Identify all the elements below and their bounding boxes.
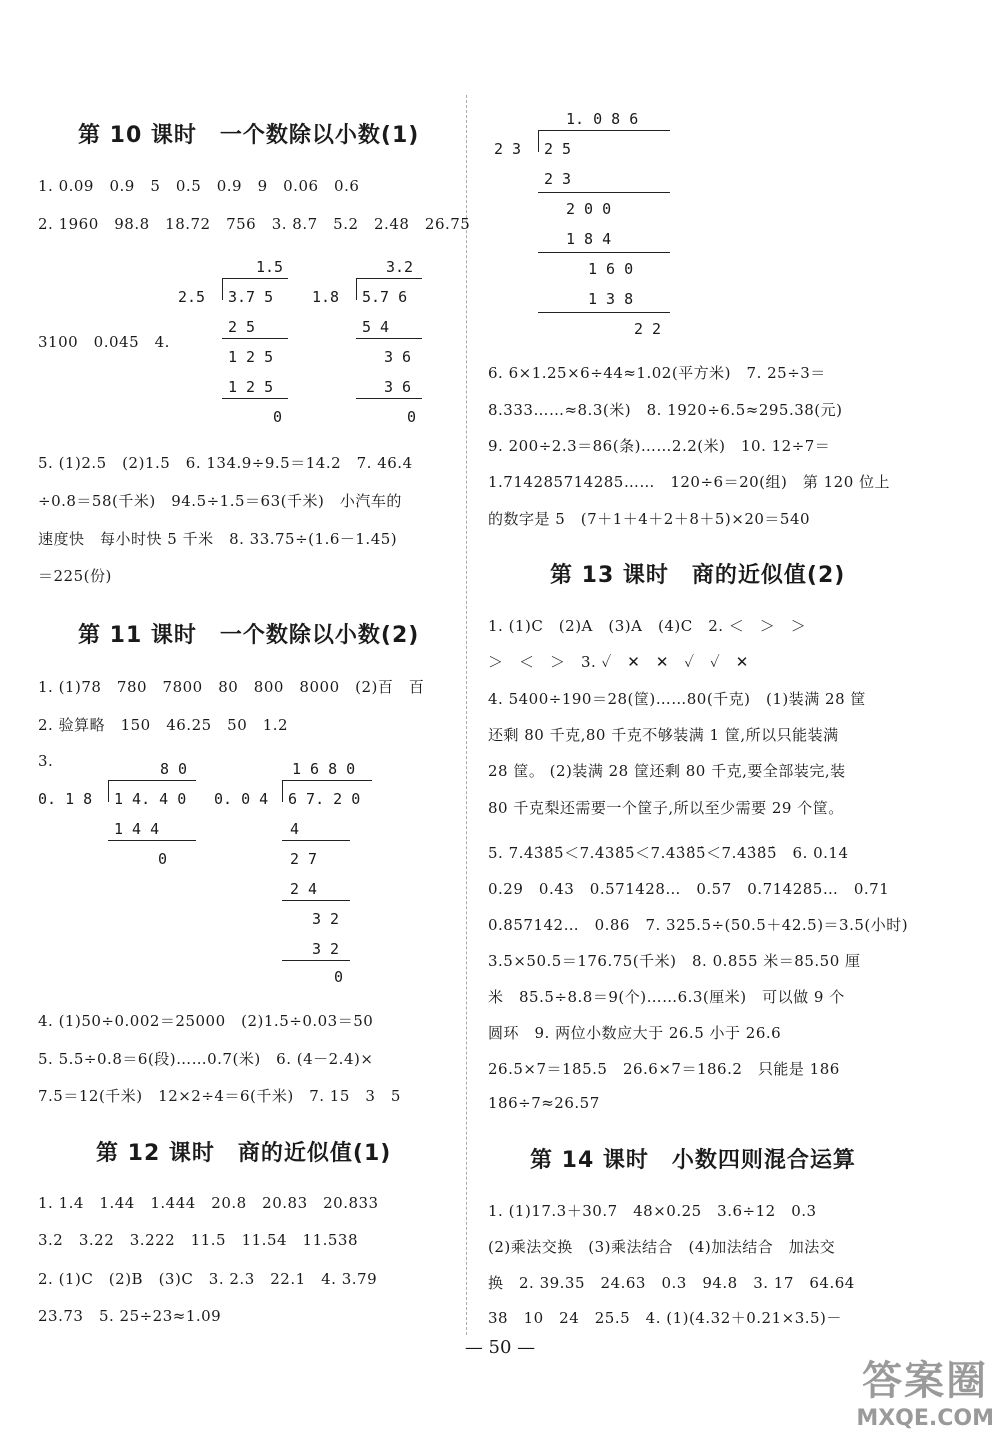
division-step: 0 [273,408,283,426]
watermark-text: 答案圈 [862,1358,989,1404]
division-step: 3 6 [384,348,412,366]
division-step: 0 [334,968,344,986]
division-step: 1 4 4 [114,820,160,838]
answer-line: 0.857142… 0.86 7. 325.5÷(50.5＋42.5)＝3.5(小时) [488,916,909,934]
long-division-e [494,110,684,340]
dividend: 3.7 5 [228,288,274,306]
answer-line: 1.714285714285…… 120÷6＝20(组) 第 120 位上 [488,473,891,491]
answer-line: 1. 0.09 0.9 5 0.5 0.9 9 0.06 0.6 [38,177,360,195]
answer-line: 4. (1)50÷0.002＝25000 (2)1.5÷0.03＝50 [38,1012,374,1030]
answer-line: 5. (1)2.5 (2)1.5 6. 134.9÷9.5＝14.2 7. 46.4 [38,454,413,472]
answer-line: 5. 5.5÷0.8＝6(段)……0.7(米) 6. (4－2.4)× [38,1050,374,1068]
answer-line: 圆环 9. 两位小数应大于 26.5 小于 26.6 [488,1024,782,1042]
division-step: 1 6 0 [588,260,634,278]
divisor: 0. 0 4 [214,790,269,808]
lesson-14-title: 第 14 课时 小数四则混合运算 [530,1148,856,1173]
answer-line: 38 10 24 25.5 4. (1)(4.32＋0.21×3.5)－ [488,1309,842,1327]
answer-line: 26.5×7＝185.5 26.6×7＝186.2 只能是 186 [488,1060,840,1078]
answer-line: 2. 验算略 150 46.25 50 1.2 [38,716,289,734]
long-division-d [214,760,384,990]
division-step: 3 6 [384,378,412,396]
quotient: 1.5 [256,258,284,276]
answer-line: 1. (1)17.3＋30.7 48×0.25 3.6÷12 0.3 [488,1202,817,1220]
answer-line: 1. (1)78 780 7800 80 800 8000 (2)百 百 [38,678,425,696]
division-step: 0 [407,408,417,426]
lesson-12-title: 第 12 课时 商的近似值(1) [96,1141,392,1166]
page-number: — 50 — [464,1337,536,1358]
answer-line: ＞ ＜ ＞ 3. ✓ ✕ ✕ ✓ ✓ ✕ [488,653,749,671]
answer-line: 2. 1960 98.8 18.72 756 3. 8.7 5.2 2.48 26.75 [38,215,471,233]
answer-line: 的数字是 5 (7＋1＋4＋2＋8＋5)×20＝540 [488,510,811,528]
answer-line: 还剩 80 千克,80 千克不够装满 1 筐,所以只能装满 [488,726,839,744]
watermark-logo [856,1349,994,1431]
division-step: 4 [290,820,300,838]
answer-line: 3100 0.045 4. [38,333,170,351]
lesson-11-title: 第 11 课时 一个数除以小数(2) [78,623,420,648]
answer-line: 186÷7≈26.57 [488,1094,600,1112]
answer-line: 0.29 0.43 0.571428… 0.57 0.714285… 0.71 [488,880,890,898]
long-division-a [178,258,298,428]
answer-line: 1. (1)C (2)A (3)A (4)C 2. ＜ ＞ ＞ [488,617,807,635]
dividend: 6 7. 2 0 [288,790,361,808]
answer-line: 换 2. 39.35 24.63 0.3 94.8 3. 17 64.64 [488,1274,855,1292]
division-step: 5 4 [362,318,390,336]
answer-line: 2. (1)C (2)B (3)C 3. 2.3 22.1 4. 3.79 [38,1270,378,1288]
division-step: 2 0 0 [566,200,612,218]
column-divider [466,95,467,1335]
watermark-url: MXQE.COM [856,1406,994,1431]
answer-line: (2)乘法交换 (3)乘法结合 (4)加法结合 加法交 [488,1238,836,1256]
answer-line: 8.333……≈8.3(米) 8. 1920÷6.5≈295.38(元) [488,401,843,419]
divisor: 2 3 [494,140,522,158]
long-division-c [38,760,208,870]
division-step: 3 2 [312,910,340,928]
answer-line: 3.2 3.22 3.222 11.5 11.54 11.538 [38,1231,359,1249]
division-step: 2 4 [290,880,318,898]
quotient: 1 6 8 0 [292,760,356,778]
division-step: 1 3 8 [588,290,634,308]
divisor: 0. 1 8 [38,790,93,808]
dividend: 5.7 6 [362,288,408,306]
answer-line: ÷0.8＝58(千米) 94.5÷1.5＝63(千米) 小汽车的 [38,492,402,510]
answer-line: 7.5＝12(千米) 12×2÷4＝6(千米) 7. 15 3 5 [38,1087,401,1105]
dividend: 2 5 [544,140,572,158]
answer-line: 23.73 5. 25÷23≈1.09 [38,1307,222,1325]
division-step: 2 2 [634,320,662,338]
division-step: 2 5 [228,318,256,336]
answer-line: 28 筐。 (2)装满 28 筐还剩 80 千克,要全部装完,装 [488,762,846,780]
answer-line: 4. 5400÷190＝28(筐)……80(千克) (1)装满 28 筐 [488,690,866,708]
division-step: 2 3 [544,170,572,188]
lesson-13-title: 第 13 课时 商的近似值(2) [550,563,846,588]
division-step: 0 [158,850,168,868]
long-division-b [312,258,432,428]
dividend: 1 4. 4 0 [114,790,187,808]
quotient: 8 0 [160,760,188,778]
answer-line: 米 85.5÷8.8＝9(个)……6.3(厘米) 可以做 9 个 [488,988,845,1006]
answer-line: 速度快 每小时快 5 千米 8. 33.75÷(1.6－1.45) [38,530,398,548]
division-step: 1 8 4 [566,230,612,248]
division-step: 1 2 5 [228,378,274,396]
answer-line: 9. 200÷2.3＝86(条)……2.2(米) 10. 12÷7＝ [488,437,831,455]
quotient: 1. 0 8 6 [566,110,639,128]
answer-line: 6. 6×1.25×6÷44≈1.02(平方米) 7. 25÷3＝ [488,364,826,382]
answer-line: ＝225(份) [38,567,112,585]
division-step: 3 2 [312,940,340,958]
answer-line: 5. 7.4̇3̇8̇5̇＜7.4̇38̇5̇＜7.43̇8̇5̇＜7.43̇8̇5̇ 6. 0.14 [488,844,849,862]
quotient: 3.2 [386,258,414,276]
answer-line: 3.5×50.5＝176.75(千米) 8. 0.855 米＝85.50 厘 [488,952,861,970]
answer-line: 80 千克梨还需要一个筐子,所以至少需要 29 个筐。 [488,799,844,817]
divisor: 1.8 [312,288,340,306]
division-step: 2 7 [290,850,318,868]
answer-line: 3. [38,752,54,770]
lesson-10-title: 第 10 课时 一个数除以小数(1) [78,123,420,148]
division-step: 1 2 5 [228,348,274,366]
answer-line: 1. 1.4 1.44 1.444 20.8 20.83 20.833 [38,1194,379,1212]
divisor: 2.5 [178,288,206,306]
